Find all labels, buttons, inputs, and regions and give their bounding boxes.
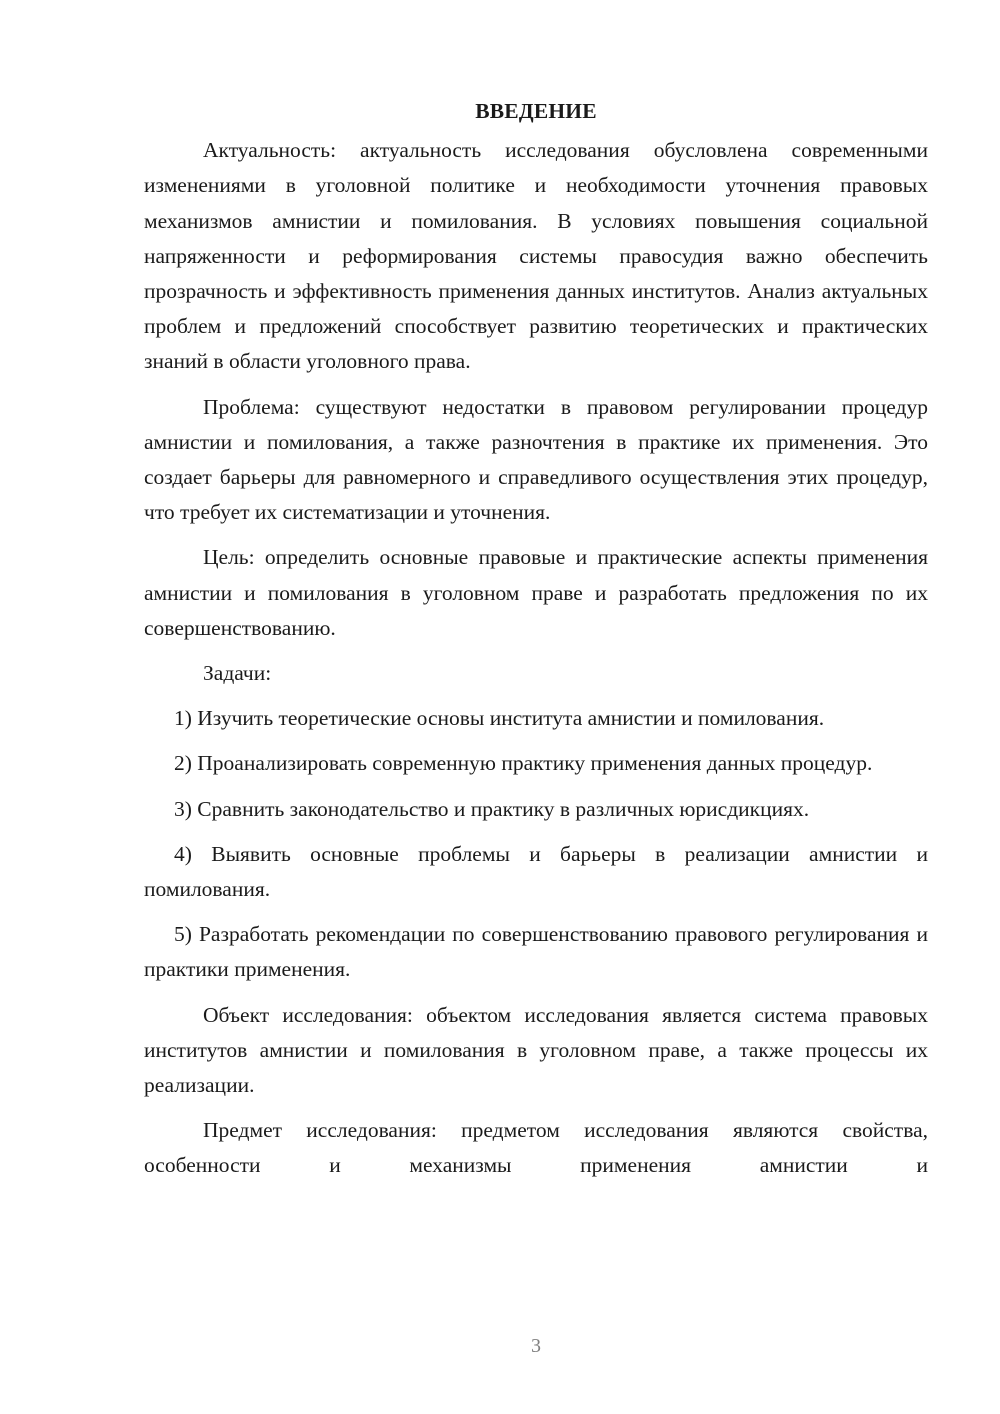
task-item-4: 4) Выявить основные проблемы и барьеры в реализации амнистии и помилования. (144, 841, 928, 902)
tasks-heading: Задачи: (203, 661, 272, 686)
paragraph-subject: Предмет исследования: предметом исследования являются свойства, особенности и механизмы применения амнистии и (144, 1118, 928, 1178)
task-item-2: 2) Проанализировать современную практику применения данных процедур. (174, 751, 873, 776)
task-item-1: 1) Изучить теоретические основы института амнистии и помилования. (174, 706, 825, 731)
paragraph-relevance: Актуальность: актуальность исследования обусловлена современными изменениями в уголовной политике и необходимости уточнения правовых механизмов амнистии и помилования. В условиях повышения социальной напряженности и реформирования системы правосудия важно обеспечить прозрачность и эффективность применения данных институтов. Анализ актуальных проблем и предложений способствует развитию теоретических и практических знаний в области уголовного права. (144, 138, 928, 374)
paragraph-problem: Проблема: существуют недостатки в правовом регулировании процедур амнистии и помилования, а также разночтения в практике их применения. Это создает барьеры для равномерного и справедливого осуществления этих процедур, что требует их систематизации и уточнения. (144, 394, 928, 525)
task-item-5: 5) Разработать рекомендации по совершенствованию правового регулирования и практики применения. (144, 922, 928, 982)
page-number: 3 (531, 1335, 541, 1357)
paragraph-object: Объект исследования: объектом исследования является система правовых институтов амнистии и помилования в уголовном праве, а также процессы их реализации. (144, 1002, 928, 1098)
page-title: ВВЕДЕНИЕ (475, 99, 597, 123)
task-item-3: 3) Сравнить законодательство и практику в различных юрисдикциях. (174, 796, 810, 821)
paragraph-goal: Цель: определить основные правовые и практические аспекты применения амнистии и помилования в уголовном праве и разработать предложения по их совершенствованию. (144, 545, 928, 640)
document-body (144, 94, 928, 1194)
